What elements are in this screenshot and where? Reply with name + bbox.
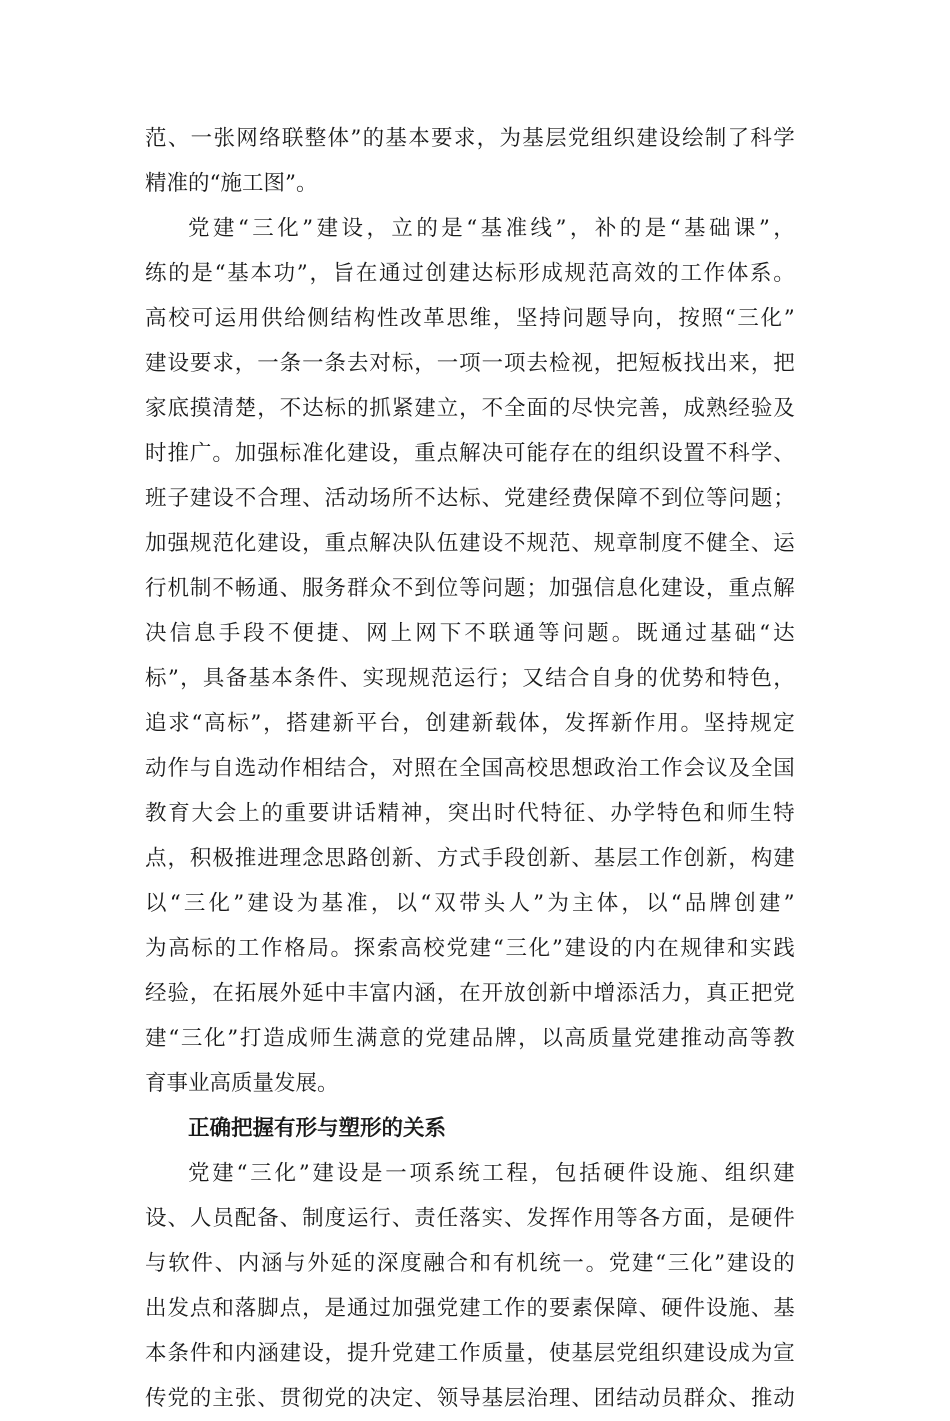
text-line: 设 、 人 员 配 备 、 制 度 运 行 、 责 任 落 实 、 发 挥 作 用 等 各 方 面 ， 是 硬 件 — [145, 1206, 795, 1231]
text-line: 本 条 件 和 内 涵 建 设 ， 提 升 党 建 工 作 质 量 ， 使 基 层 党 组 织 建 设 成 为 宣 — [145, 1341, 795, 1366]
text-line: 决 信 息 手 段 不 便 捷 、 网 上 网 下 不 联 通 等 问 题 。 既 通 过 基 础 “ 达 — [145, 621, 795, 646]
text-line: 精准的“施工图”。 — [145, 171, 318, 196]
text-line: 经 验 ， 在 拓 展 外 延 中 丰 富 内 涵 ， 在 开 放 创 新 中 增 添 活 力 ， 真 正 把 党 — [145, 981, 795, 1006]
text-line: 党 建 “ 三 化 ” 建 设 是 一 项 系 统 工 程 ， 包 括 硬 件 设 施 、 组 织 建 — [188, 1161, 795, 1186]
text-line: 点 ， 积 极 推 进 理 念 思 路 创 新 、 方 式 手 段 创 新 、 基 层 工 作 创 新 ， 构 建 — [145, 846, 795, 871]
text-line: 建 “ 三 化 ” 打 造 成 师 生 满 意 的 党 建 品 牌 ， 以 高 质 量 党 建 推 动 高 等 教 — [145, 1026, 795, 1051]
text-line: 育事业高质量发展。 — [145, 1071, 339, 1096]
text-line: 时 推 广 。 加 强 标 准 化 建 设 ， 重 点 解 决 可 能 存 在 的 组 织 设 置 不 科 学 、 — [145, 441, 795, 466]
text-line: 行 机 制 不 畅 通 、 服 务 群 众 不 到 位 等 问 题 ； 加 强 信 息 化 建 设 ， 重 点 解 — [145, 576, 795, 601]
text-line: 出 发 点 和 落 脚 点 ， 是 通 过 加 强 党 建 工 作 的 要 素 保 障 、 硬 件 设 施 、 基 — [145, 1296, 795, 1321]
text-line: 动 作 与 自 选 动 作 相 结 合 ， 对 照 在 全 国 高 校 思 想 政 治 工 作 会 议 及 全 国 — [145, 756, 795, 781]
document-page — [145, 116, 795, 1421]
text-line: 标 ” ， 具 备 基 本 条 件 、 实 现 规 范 运 行 ； 又 结 合 自 身 的 优 势 和 特 色 ， — [145, 666, 795, 691]
text-line: 为 高 标 的 工 作 格 局 。 探 索 高 校 党 建 “ 三 化 ” 建 设 的 内 在 规 律 和 实 践 — [145, 936, 795, 961]
text-line: 以 “ 三 化 ” 建 设 为 基 准 ， 以 “ 双 带 头 人 ” 为 主 体 ， 以 “ 品 牌 创 建 ” — [145, 891, 795, 916]
text-line: 范 、 一 张 网 络 联 整 体 ” 的 基 本 要 求 ， 为 基 层 党 组 织 建 设 绘 制 了 科 学 — [145, 126, 795, 151]
text-line: 加 强 规 范 化 建 设 ， 重 点 解 决 队 伍 建 设 不 规 范 、 规 章 制 度 不 健 全 、 运 — [145, 531, 795, 556]
text-line: 教 育 大 会 上 的 重 要 讲 话 精 神 ， 突 出 时 代 特 征 、 办 学 特 色 和 师 生 特 — [145, 801, 795, 826]
text-line: 追 求 “ 高 标 ” ， 搭 建 新 平 台 ， 创 建 新 载 体 ， 发 挥 新 作 用 。 坚 持 规 定 — [145, 711, 795, 736]
text-line: 高 校 可 运 用 供 给 侧 结 构 性 改 革 思 维 ， 坚 持 问 题 导 向 ， 按 照 “ 三 化 ” — [145, 306, 795, 331]
section-heading: 正确把握有形与塑形的关系 — [188, 1116, 447, 1141]
text-line: 与 软 件 、 内 涵 与 外 延 的 深 度 融 合 和 有 机 统 一 。 党 建 “ 三 化 ” 建 设 的 — [145, 1251, 795, 1276]
text-line: 练 的 是 “ 基 本 功 ” ， 旨 在 通 过 创 建 达 标 形 成 规 范 高 效 的 工 作 体 系 。 — [145, 261, 795, 286]
text-line: 建 设 要 求 ， 一 条 一 条 去 对 标 ， 一 项 一 项 去 检 视 ， 把 短 板 找 出 来 ， 把 — [145, 351, 795, 376]
text-line: 传 党 的 主 张 、 贯 彻 党 的 决 定 、 领 导 基 层 治 理 、 团 结 动 员 群 众 、 推 动 — [145, 1386, 795, 1411]
text-line: 党 建 “ 三 化 ” 建 设 ， 立 的 是 “ 基 准 线 ” ， 补 的 是 “ 基 础 课 ” ， — [188, 216, 795, 241]
text-line: 家 底 摸 清 楚 ， 不 达 标 的 抓 紧 建 立 ， 不 全 面 的 尽 快 完 善 ， 成 熟 经 验 及 — [145, 396, 795, 421]
text-line: 班 子 建 设 不 合 理 、 活 动 场 所 不 达 标 、 党 建 经 费 保 障 不 到 位 等 问 题 ； — [145, 486, 795, 511]
